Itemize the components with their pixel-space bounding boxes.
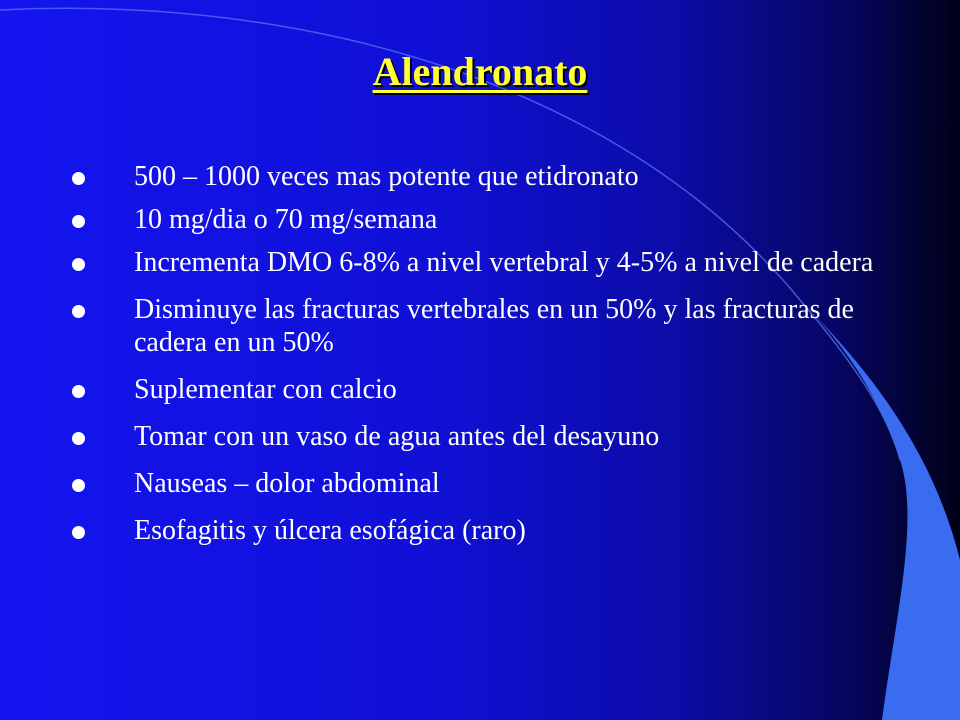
bullet-dot-icon [72, 215, 85, 228]
bullet-text: Incrementa DMO 6-8% a nivel vertebral y 4-5% a nivel de cadera [134, 247, 874, 278]
bullet-item [70, 420, 880, 453]
bullet-text: Disminuye las fracturas vertebrales en un 50% y las fracturas de cadera en un 50% [134, 294, 854, 358]
bullet-item [70, 514, 880, 547]
bullet-text: Tomar con un vaso de agua antes del desayuno [134, 421, 660, 452]
bullet-item [70, 203, 880, 236]
bullet-item [70, 160, 880, 193]
slide-title: Alendronato [372, 49, 588, 94]
bullet-list [70, 160, 880, 561]
bullet-text: 500 – 1000 veces mas potente que etidronato [134, 161, 639, 192]
bullet-item [70, 373, 880, 406]
bullet-item [70, 293, 880, 359]
bullet-dot-icon [72, 432, 85, 445]
bullet-text: 10 mg/dia o 70 mg/semana [134, 204, 438, 235]
bullet-dot-icon [72, 479, 85, 492]
bullet-dot-icon [72, 305, 85, 318]
bullet-dot-icon [72, 258, 85, 271]
bullet-text: Nauseas – dolor abdominal [134, 468, 440, 499]
bullet-dot-icon [72, 172, 85, 185]
bullet-item [70, 467, 880, 500]
bullet-dot-icon [72, 385, 85, 398]
bullet-dot-icon [72, 526, 85, 539]
bullet-text: Esofagitis y úlcera esofágica (raro) [134, 515, 526, 546]
bullet-text: Suplementar con calcio [134, 374, 397, 405]
bullet-item [70, 246, 880, 279]
